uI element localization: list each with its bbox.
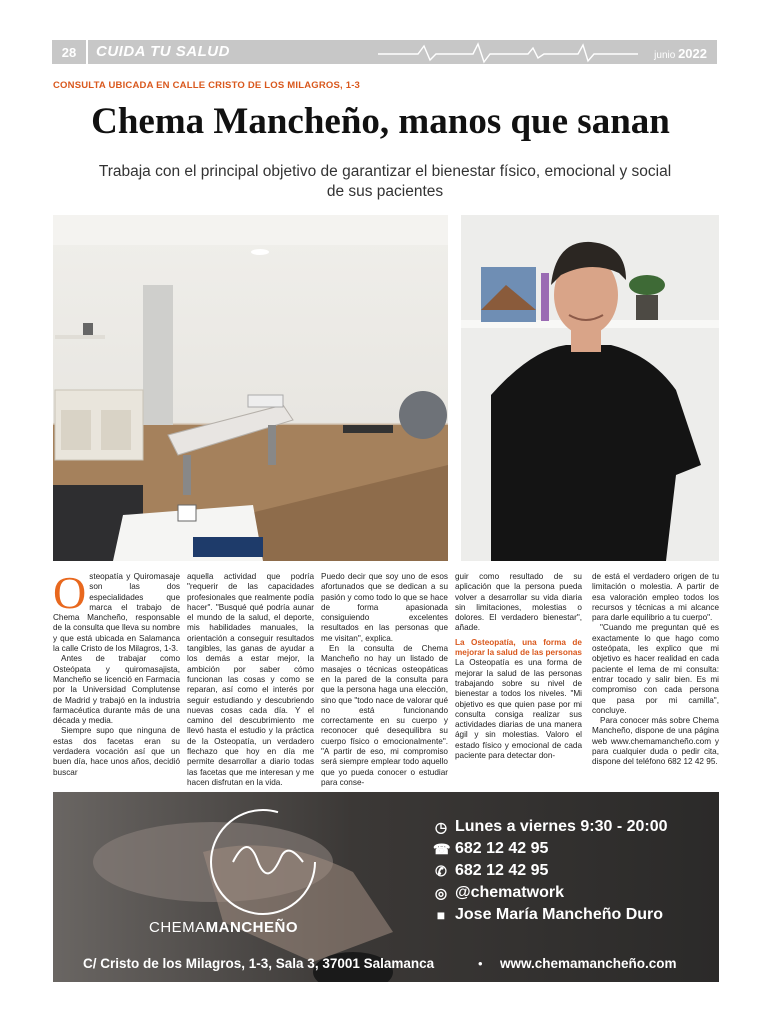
phone-icon: ☎ bbox=[433, 841, 451, 857]
article-column-3 bbox=[321, 572, 448, 788]
paragraph: steopatía y Quiromasaje son las dos especialidades que marca el trabajo de Chema Mancheño, responsable de la consulta que lleva su nombre y que está ubicada en Salamanca la calle Cristo de los Milagros, 1-3. bbox=[53, 572, 180, 654]
article-body bbox=[53, 567, 719, 787]
instagram-icon: ◎ bbox=[434, 885, 448, 901]
portrait-photo bbox=[461, 215, 719, 561]
article-subtitle: Trabaja con el principal objetivo de garantizar el bienestar físico, emocional y social de sus pacientes bbox=[98, 163, 672, 200]
paragraph: "Cuando me preguntan qué es exactamente lo que hago como osteópata, les explico que mi objetivo es hacer realidad en cada paciente el lema de mi consulta: entrar tocado y salir bien. Es mi compromiso con cada persona que pasa por mi camilla", concluye. bbox=[592, 623, 719, 715]
section-bar bbox=[88, 40, 717, 64]
section-title: CUIDA TU SALUD bbox=[96, 43, 230, 60]
whatsapp-row bbox=[433, 860, 668, 882]
article-column-5 bbox=[592, 572, 719, 768]
paragraph: En la consulta de Chema Mancheño no hay un listado de masajes o técnicas osteopáticas en la pared de la consulta para que la persona haga una elección, sino que "todo nace de valorar qué no está funcionando correctamente en su cuerpo y reconocer qué desequilibra su cuerpo físico o emocionalmente". "A partir de eso, mi compromiso será siempre emplear todo aquello que yo pueda conocer o estudiar para conse- bbox=[321, 644, 448, 787]
hours: Lunes a viernes 9:30 - 20:00 bbox=[455, 818, 668, 835]
ad-logo bbox=[149, 919, 298, 936]
whatsapp-icon: ✆ bbox=[435, 863, 447, 879]
issue-date bbox=[654, 46, 707, 61]
paragraph: Para conocer más sobre Chema Mancheño, dispone de una página web www.chemamancheño.com y para cualquier duda o pedir cita, dispone del teléfono 682 12 42 95. bbox=[592, 716, 719, 767]
facebook-row bbox=[433, 904, 668, 926]
facebook-icon: ■ bbox=[436, 907, 446, 923]
page-header bbox=[52, 40, 717, 64]
facebook: Jose María Mancheño Duro bbox=[455, 906, 664, 923]
instagram: @chematwork bbox=[455, 884, 564, 901]
paragraph: Puedo decir que soy uno de esos afortunados que se dedican a su pasión y como todo lo que se hace de forma apasionada consiguiendo excelentes resultados en las personas que me visitan", explica. bbox=[321, 572, 448, 643]
ad-website: www.chemamancheño.com bbox=[500, 956, 677, 971]
ad-address: C/ Cristo de los Milagros, 1-3, Sala 3, 37001 Salamanca bbox=[83, 956, 435, 971]
ecg-line-icon bbox=[378, 40, 638, 64]
paragraph: La Osteopatía es una forma de mejorar la salud de las personas trabajando sobre su nivel de bienestar a todos los niveles. "Mi objetivo es que quien pase por mi consulta consiga realizar sus actividades diarias de una manera ágil y sin molestias. Valoro el estado físico y emocional de cada paciente para detectar don- bbox=[455, 658, 582, 761]
instagram-row bbox=[433, 882, 668, 904]
hours-row bbox=[433, 816, 668, 838]
separator-dot: • bbox=[478, 956, 483, 971]
whatsapp: 682 12 42 95 bbox=[455, 862, 549, 879]
section-subtitle: La Osteopatía, una forma de mejorar la salud de las personas bbox=[455, 637, 582, 658]
treatment-room-photo bbox=[53, 215, 448, 561]
clock-icon: ◷ bbox=[434, 819, 448, 835]
paragraph: Siempre supo que ninguna de estas dos facetas eran su verdadera vocación así que un buen día, hace unos años, decidió buscar bbox=[53, 726, 180, 777]
phone: 682 12 42 95 bbox=[455, 840, 549, 857]
ad-contact bbox=[433, 816, 668, 926]
article-column-4 bbox=[455, 572, 582, 761]
page-number: 28 bbox=[52, 40, 86, 64]
advertisement bbox=[53, 792, 719, 982]
paragraph: de está el verdadero origen de tu limitación o molestia. A partir de esa valoración empleo todos los recursos y técnicas a mi alcance para darle equilibrio a tu cuerpo". bbox=[592, 572, 719, 623]
paragraph: guir como resultado de su aplicación que la persona pueda volver a desarrollar su vida diaria sin limitaciones, molestias o dolores. El verdadero bienestar", añade. bbox=[455, 572, 582, 633]
phone-row bbox=[433, 838, 668, 860]
article-column-2 bbox=[187, 572, 314, 788]
logo-last: MANCHEÑO bbox=[205, 919, 299, 936]
article-title: Chema Mancheño, manos que sanan bbox=[91, 101, 670, 142]
issue-month: junio bbox=[654, 50, 676, 61]
article-column-1 bbox=[53, 567, 180, 778]
drop-cap: O bbox=[53, 567, 87, 618]
article-kicker: CONSULTA UBICADA EN CALLE CRISTO DE LOS MILAGROS, 1-3 bbox=[53, 80, 361, 91]
logo-first: CHEMA bbox=[149, 919, 206, 936]
paragraph: aquella actividad que podría "requerir de las capacidades profesionales que realmente podía hacer". "Busqué qué podría aunar el mundo de la salud, el deporte, mis habilidades manuales, la orientación a conseguir resultados tangibles, las ganas de ayudar a los demás a estar mejor, la ambición por saber cómo funcionan las cosas y como se reparan, así como el interés por seguir estudiando y descubriendo nuevas cosas cada día. Y el camino del descubrimiento me llevó hasta el estudio y la práctica de la Osteopatía, un verdadero flechazo que hoy en día me permite desarrollar a diario todas las facetas que me interesan y me hacen disfrutan en la vida. bbox=[187, 572, 314, 787]
issue-year: 2022 bbox=[678, 46, 707, 61]
paragraph: Antes de trabajar como Osteópata y quiromasajista, Mancheño se licenció en Farmacia por la Universidad Complutense de Madrid y trabajó en la industria farmacéutica durante más de una década y media. bbox=[53, 654, 180, 726]
